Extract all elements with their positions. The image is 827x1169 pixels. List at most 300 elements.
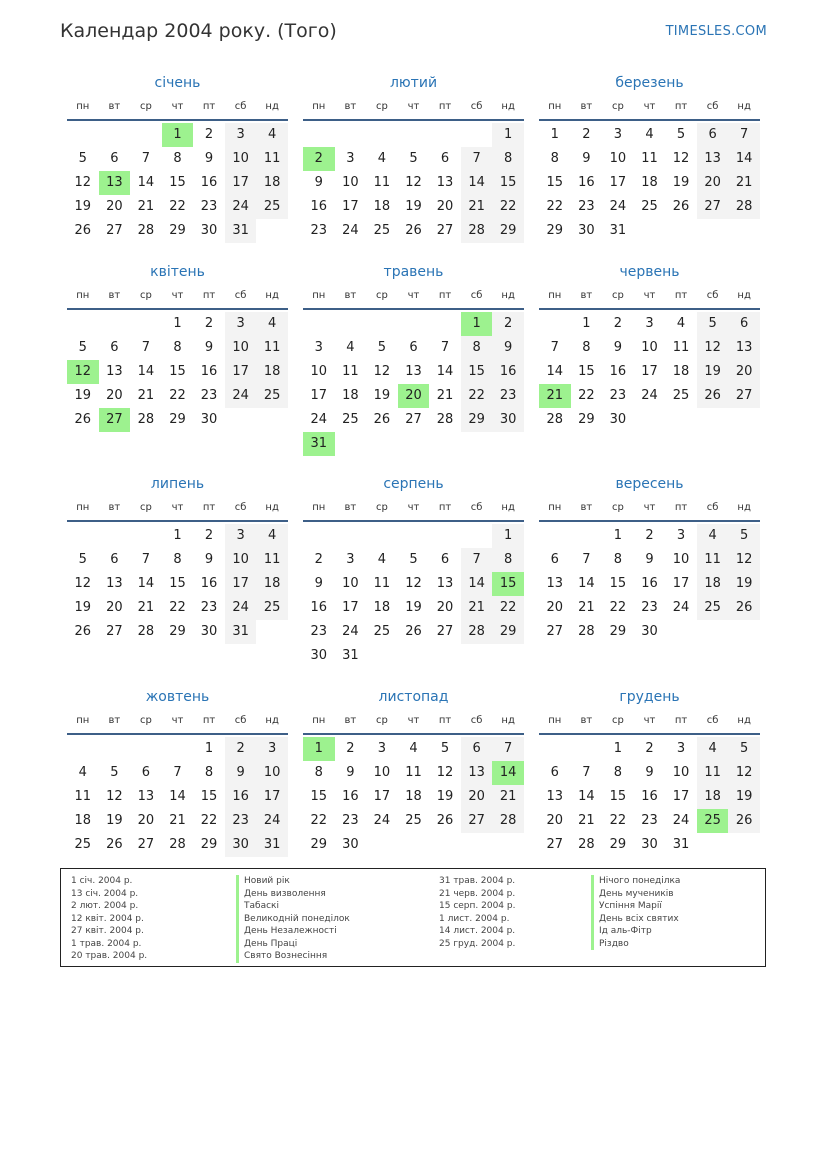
day-cell: 2 bbox=[225, 737, 257, 761]
day-cell: 5 bbox=[676, 127, 686, 142]
day-cell: 15 bbox=[609, 789, 627, 804]
day-cell: 30 bbox=[200, 223, 218, 238]
week-row bbox=[303, 596, 524, 620]
empty-cell bbox=[225, 408, 257, 432]
day-cell: 27 bbox=[137, 837, 155, 852]
day-cell: 10 bbox=[373, 765, 391, 780]
day-cell: 21 bbox=[492, 785, 524, 809]
month-name: березень bbox=[615, 75, 684, 91]
empty-cell bbox=[335, 123, 367, 147]
day-cell: 4 bbox=[409, 741, 418, 756]
empty-cell bbox=[665, 408, 697, 432]
day-cell: 10 bbox=[310, 364, 328, 379]
day-cell: 19 bbox=[106, 813, 123, 828]
day-cell: 5 bbox=[78, 151, 87, 166]
empty-cell bbox=[67, 524, 99, 548]
day-cell: 12 bbox=[405, 576, 422, 591]
day-cell: 16 bbox=[342, 789, 359, 804]
week-row bbox=[303, 408, 524, 432]
day-cell: 30 bbox=[641, 837, 658, 852]
day-cell: 5 bbox=[440, 741, 450, 756]
day-cell: 29 bbox=[169, 223, 186, 238]
day-cell: 17 bbox=[225, 572, 257, 596]
empty-cell bbox=[256, 620, 288, 644]
day-cell: 16 bbox=[578, 175, 595, 190]
day-cell: 8 bbox=[173, 552, 182, 567]
day-cell: 9 bbox=[346, 765, 355, 780]
day-cell: 13 bbox=[106, 364, 123, 379]
day-cell: 8 bbox=[550, 151, 559, 166]
day-cell: 27 bbox=[106, 624, 123, 639]
day-cell: 20 bbox=[137, 813, 155, 828]
weekday-label: сб bbox=[234, 290, 247, 301]
day-cell: 27 bbox=[546, 624, 564, 639]
empty-cell bbox=[539, 524, 571, 548]
day-cell: 3 bbox=[377, 741, 387, 756]
day-cell: 13 bbox=[106, 576, 123, 591]
day-cell: 8 bbox=[173, 151, 182, 166]
weekday-label: сб bbox=[470, 502, 483, 513]
day-cell: 5 bbox=[110, 765, 119, 780]
month-name: жовтень bbox=[145, 689, 210, 705]
day-cell: 9 bbox=[645, 765, 654, 780]
day-cell: 9 bbox=[204, 151, 214, 166]
day-cell: 28 bbox=[169, 837, 186, 852]
day-cell: 22 bbox=[169, 388, 186, 403]
empty-cell bbox=[634, 408, 666, 432]
day-cell: 30 bbox=[492, 408, 524, 432]
day-cell: 2 bbox=[645, 741, 654, 756]
day-cell: 14 bbox=[728, 147, 760, 171]
empty-cell bbox=[571, 737, 603, 761]
day-cell: 12 bbox=[74, 576, 92, 591]
week-row bbox=[539, 524, 760, 548]
weekday-label: нд bbox=[737, 502, 751, 513]
weekday-label: чт bbox=[407, 715, 420, 726]
day-cell: 18 bbox=[74, 813, 92, 828]
day-cell: 20 bbox=[106, 600, 123, 615]
week-row bbox=[67, 572, 288, 596]
day-cell: 22 bbox=[310, 813, 328, 828]
day-cell: 18 bbox=[641, 175, 658, 190]
week-row bbox=[303, 219, 524, 243]
weekday-label: чт bbox=[171, 290, 184, 301]
legend-names-col2 bbox=[591, 875, 680, 950]
weekday-label: сб bbox=[470, 290, 483, 301]
day-cell: 10 bbox=[225, 548, 257, 572]
day-cell: 5 bbox=[409, 552, 418, 567]
month-name: листопад bbox=[378, 689, 449, 705]
weekday-label: пт bbox=[674, 101, 688, 112]
day-cell: 12 bbox=[436, 765, 454, 780]
week-row bbox=[539, 123, 760, 147]
day-cell: 9 bbox=[314, 175, 323, 190]
day-cell: 25 bbox=[641, 199, 658, 214]
weekday-header bbox=[303, 286, 524, 310]
day-cell: 15 bbox=[169, 175, 186, 190]
weekday-label: вт bbox=[108, 715, 121, 726]
empty-cell bbox=[492, 432, 524, 456]
weekday-label: пн bbox=[312, 715, 326, 726]
empty-cell bbox=[303, 123, 335, 147]
weekday-label: чт bbox=[171, 715, 184, 726]
day-cell: 4 bbox=[78, 765, 87, 780]
weekday-label: вт bbox=[580, 290, 593, 301]
day-cell: 1 bbox=[550, 127, 559, 142]
day-cell: 2 bbox=[492, 312, 524, 336]
empty-cell bbox=[366, 432, 398, 456]
day-cell: 11 bbox=[256, 336, 288, 360]
day-cell: 16 bbox=[310, 600, 328, 615]
day-cell: 21 bbox=[461, 195, 493, 219]
day-cell: 30 bbox=[609, 412, 627, 427]
day-cell: 28 bbox=[492, 809, 524, 833]
day-cell: 18 bbox=[373, 199, 391, 214]
day-cell: 7 bbox=[461, 548, 493, 572]
day-cell: 6 bbox=[461, 737, 493, 761]
day-cell: 29 bbox=[169, 412, 186, 427]
day-cell: 6 bbox=[728, 312, 760, 336]
day-cell: 13 bbox=[99, 171, 131, 195]
day-cell: 8 bbox=[204, 765, 214, 780]
day-cell: 20 bbox=[546, 600, 564, 615]
legend-entry: Великодній понеділок bbox=[236, 913, 350, 926]
weekday-label: пн bbox=[312, 290, 326, 301]
day-cell: 31 bbox=[225, 219, 257, 243]
day-cell: 22 bbox=[200, 813, 218, 828]
day-cell: 27 bbox=[546, 837, 564, 852]
week-row bbox=[67, 737, 288, 761]
day-cell: 18 bbox=[342, 388, 359, 403]
empty-cell bbox=[634, 219, 666, 243]
day-cell: 30 bbox=[200, 412, 218, 427]
day-cell: 10 bbox=[672, 552, 690, 567]
weekday-label: нд bbox=[737, 290, 751, 301]
legend-entry: 1 січ. 2004 р. bbox=[71, 876, 133, 886]
empty-cell bbox=[429, 123, 461, 147]
week-row bbox=[303, 432, 524, 456]
empty-cell bbox=[303, 524, 335, 548]
day-cell: 12 bbox=[106, 789, 123, 804]
week-row bbox=[67, 809, 288, 833]
day-cell: 28 bbox=[436, 412, 454, 427]
day-cell: 26 bbox=[106, 837, 123, 852]
empty-cell bbox=[461, 432, 493, 456]
day-cell: 29 bbox=[310, 837, 328, 852]
day-cell: 11 bbox=[641, 151, 658, 166]
weekday-label: пт bbox=[202, 290, 216, 301]
day-cell: 28 bbox=[461, 219, 493, 243]
empty-cell bbox=[130, 524, 162, 548]
day-cell: 25 bbox=[373, 223, 391, 238]
day-cell: 29 bbox=[200, 837, 218, 852]
site-link[interactable]: TIMESLES.COM bbox=[665, 24, 767, 39]
legend-entry: 31 трав. 2004 р. bbox=[439, 876, 516, 886]
day-cell: 25 bbox=[256, 596, 288, 620]
empty-cell bbox=[398, 833, 430, 857]
day-cell: 20 bbox=[728, 360, 760, 384]
day-cell: 11 bbox=[74, 789, 92, 804]
day-cell: 13 bbox=[546, 576, 564, 591]
day-cell: 24 bbox=[672, 813, 690, 828]
day-cell: 14 bbox=[137, 364, 155, 379]
day-cell: 29 bbox=[492, 219, 524, 243]
day-cell: 19 bbox=[405, 600, 422, 615]
day-cell: 2 bbox=[314, 552, 323, 567]
day-cell: 19 bbox=[74, 600, 92, 615]
day-cell: 14 bbox=[578, 576, 595, 591]
week-row bbox=[67, 785, 288, 809]
week-row bbox=[67, 596, 288, 620]
day-cell: 30 bbox=[342, 837, 359, 852]
day-cell: 23 bbox=[641, 813, 658, 828]
day-cell: 9 bbox=[204, 340, 214, 355]
weekday-label: ср bbox=[375, 101, 388, 112]
day-cell: 8 bbox=[314, 765, 323, 780]
week-row bbox=[67, 833, 288, 857]
day-cell: 24 bbox=[310, 412, 328, 427]
day-cell: 1 bbox=[492, 524, 524, 548]
day-cell: 22 bbox=[609, 813, 627, 828]
day-cell: 22 bbox=[169, 600, 186, 615]
day-cell: 26 bbox=[672, 199, 690, 214]
day-cell: 22 bbox=[578, 388, 595, 403]
day-cell: 5 bbox=[409, 151, 418, 166]
empty-cell bbox=[461, 644, 493, 668]
day-cell: 4 bbox=[676, 316, 686, 331]
day-cell: 12 bbox=[74, 175, 92, 190]
day-cell: 23 bbox=[342, 813, 359, 828]
day-cell: 21 bbox=[539, 384, 571, 408]
weekday-label: нд bbox=[737, 101, 751, 112]
empty-cell bbox=[67, 737, 99, 761]
day-cell: 22 bbox=[609, 600, 627, 615]
calendar-grid bbox=[67, 72, 760, 872]
day-cell: 30 bbox=[200, 624, 218, 639]
day-cell: 17 bbox=[342, 199, 359, 214]
day-cell: 19 bbox=[74, 388, 92, 403]
day-cell: 3 bbox=[346, 552, 355, 567]
empty-cell bbox=[162, 737, 194, 761]
day-cell: 14 bbox=[137, 175, 155, 190]
day-cell: 3 bbox=[645, 316, 654, 331]
day-cell: 18 bbox=[697, 572, 729, 596]
day-cell: 1 bbox=[461, 312, 493, 336]
day-cell: 29 bbox=[546, 223, 564, 238]
weekday-header bbox=[303, 498, 524, 522]
day-cell: 13 bbox=[546, 789, 564, 804]
day-cell: 8 bbox=[613, 552, 623, 567]
day-cell: 19 bbox=[436, 789, 454, 804]
day-cell: 28 bbox=[728, 195, 760, 219]
week-row bbox=[539, 312, 760, 336]
week-row bbox=[67, 219, 288, 243]
day-cell: 24 bbox=[256, 809, 288, 833]
empty-cell bbox=[67, 312, 99, 336]
day-cell: 4 bbox=[377, 151, 387, 166]
weekday-label: чт bbox=[407, 502, 420, 513]
weekday-label: сб bbox=[234, 715, 247, 726]
day-cell: 22 bbox=[492, 596, 524, 620]
day-cell: 20 bbox=[461, 785, 493, 809]
day-cell: 15 bbox=[546, 175, 564, 190]
empty-cell bbox=[99, 312, 131, 336]
day-cell: 10 bbox=[342, 175, 359, 190]
day-cell: 4 bbox=[346, 340, 355, 355]
week-row bbox=[303, 572, 524, 596]
day-cell: 18 bbox=[672, 364, 690, 379]
empty-cell bbox=[539, 737, 571, 761]
empty-cell bbox=[492, 644, 524, 668]
day-cell: 3 bbox=[676, 528, 686, 543]
day-cell: 21 bbox=[436, 388, 454, 403]
day-cell: 18 bbox=[373, 600, 391, 615]
day-cell: 5 bbox=[78, 552, 87, 567]
day-cell: 6 bbox=[141, 765, 151, 780]
empty-cell bbox=[99, 524, 131, 548]
day-cell: 23 bbox=[200, 199, 218, 214]
day-cell: 16 bbox=[609, 364, 627, 379]
weekday-header bbox=[303, 97, 524, 121]
day-cell: 25 bbox=[405, 813, 422, 828]
day-cell: 13 bbox=[461, 761, 493, 785]
day-cell: 24 bbox=[641, 388, 658, 403]
day-cell: 29 bbox=[492, 620, 524, 644]
day-cell: 20 bbox=[546, 813, 564, 828]
day-cell: 21 bbox=[728, 171, 760, 195]
day-cell: 16 bbox=[492, 360, 524, 384]
month-3 bbox=[539, 72, 760, 243]
day-cell: 16 bbox=[641, 789, 658, 804]
day-cell: 25 bbox=[697, 596, 729, 620]
empty-cell bbox=[728, 620, 760, 644]
day-cell: 8 bbox=[492, 147, 524, 171]
day-cell: 15 bbox=[492, 572, 524, 596]
day-cell: 17 bbox=[672, 789, 690, 804]
day-cell: 2 bbox=[204, 316, 214, 331]
legend-entry: Різдво bbox=[591, 938, 680, 951]
day-cell: 18 bbox=[256, 171, 288, 195]
weekday-label: чт bbox=[643, 502, 656, 513]
week-row bbox=[303, 312, 524, 336]
day-cell: 12 bbox=[67, 360, 99, 384]
legend-entry: 1 лист. 2004 р. bbox=[439, 913, 510, 924]
day-cell: 16 bbox=[225, 785, 257, 809]
empty-cell bbox=[99, 737, 131, 761]
day-cell: 12 bbox=[405, 175, 422, 190]
day-cell: 11 bbox=[405, 765, 422, 780]
day-cell: 20 bbox=[697, 171, 729, 195]
weekday-header bbox=[67, 498, 288, 522]
day-cell: 7 bbox=[461, 147, 493, 171]
weekday-label: нд bbox=[265, 290, 279, 301]
empty-cell bbox=[429, 312, 461, 336]
month-12 bbox=[539, 686, 760, 857]
day-cell: 17 bbox=[310, 388, 328, 403]
weekday-label: нд bbox=[501, 715, 515, 726]
day-cell: 21 bbox=[137, 199, 155, 214]
day-cell: 15 bbox=[169, 364, 186, 379]
weekday-label: пт bbox=[674, 715, 688, 726]
day-cell: 4 bbox=[377, 552, 387, 567]
weekday-header bbox=[303, 711, 524, 735]
weekday-label: вт bbox=[580, 715, 593, 726]
empty-cell bbox=[429, 833, 461, 857]
week-row bbox=[539, 408, 760, 432]
day-cell: 31 bbox=[672, 837, 690, 852]
day-cell: 2 bbox=[204, 528, 214, 543]
day-cell: 11 bbox=[373, 175, 391, 190]
empty-cell bbox=[398, 123, 430, 147]
day-cell: 18 bbox=[256, 572, 288, 596]
day-cell: 9 bbox=[582, 151, 591, 166]
day-cell: 14 bbox=[169, 789, 186, 804]
day-cell: 17 bbox=[256, 785, 288, 809]
day-cell: 31 bbox=[303, 432, 335, 456]
weekday-label: вт bbox=[108, 101, 121, 112]
week-row bbox=[67, 147, 288, 171]
weekday-label: ср bbox=[139, 502, 152, 513]
weekday-label: ср bbox=[139, 101, 152, 112]
month-name: червень bbox=[619, 264, 680, 280]
day-cell: 28 bbox=[578, 837, 595, 852]
day-cell: 17 bbox=[641, 364, 658, 379]
day-cell: 15 bbox=[492, 171, 524, 195]
month-name: липень bbox=[150, 476, 205, 492]
weekday-label: пн bbox=[76, 101, 90, 112]
week-row bbox=[539, 572, 760, 596]
day-cell: 26 bbox=[697, 384, 729, 408]
month-2 bbox=[303, 72, 524, 243]
day-cell: 5 bbox=[697, 312, 729, 336]
legend-dates-col2 bbox=[439, 875, 515, 950]
day-cell: 23 bbox=[578, 199, 595, 214]
day-cell: 2 bbox=[303, 147, 335, 171]
empty-cell bbox=[130, 123, 162, 147]
day-cell: 21 bbox=[137, 600, 155, 615]
empty-cell bbox=[398, 432, 430, 456]
day-cell: 7 bbox=[173, 765, 182, 780]
day-cell: 21 bbox=[461, 596, 493, 620]
day-cell: 9 bbox=[645, 552, 654, 567]
day-cell: 3 bbox=[225, 123, 257, 147]
day-cell: 27 bbox=[106, 223, 123, 238]
day-cell: 23 bbox=[641, 600, 658, 615]
day-cell: 20 bbox=[106, 199, 123, 214]
day-cell: 7 bbox=[550, 340, 559, 355]
weekday-label: нд bbox=[501, 101, 515, 112]
day-cell: 28 bbox=[137, 624, 155, 639]
day-cell: 6 bbox=[550, 765, 559, 780]
day-cell: 14 bbox=[461, 171, 493, 195]
week-row bbox=[67, 123, 288, 147]
day-cell: 19 bbox=[697, 360, 729, 384]
day-cell: 11 bbox=[697, 548, 729, 572]
day-cell: 16 bbox=[200, 576, 218, 591]
day-cell: 24 bbox=[672, 600, 690, 615]
day-cell: 26 bbox=[74, 223, 92, 238]
legend-entry: Табаскі bbox=[236, 900, 350, 913]
day-cell: 19 bbox=[405, 199, 422, 214]
empty-cell bbox=[335, 432, 367, 456]
day-cell: 1 bbox=[492, 123, 524, 147]
day-cell: 28 bbox=[578, 624, 595, 639]
week-row bbox=[303, 336, 524, 360]
weekday-label: нд bbox=[265, 101, 279, 112]
day-cell: 2 bbox=[645, 528, 654, 543]
day-cell: 6 bbox=[550, 552, 559, 567]
day-cell: 17 bbox=[609, 175, 627, 190]
